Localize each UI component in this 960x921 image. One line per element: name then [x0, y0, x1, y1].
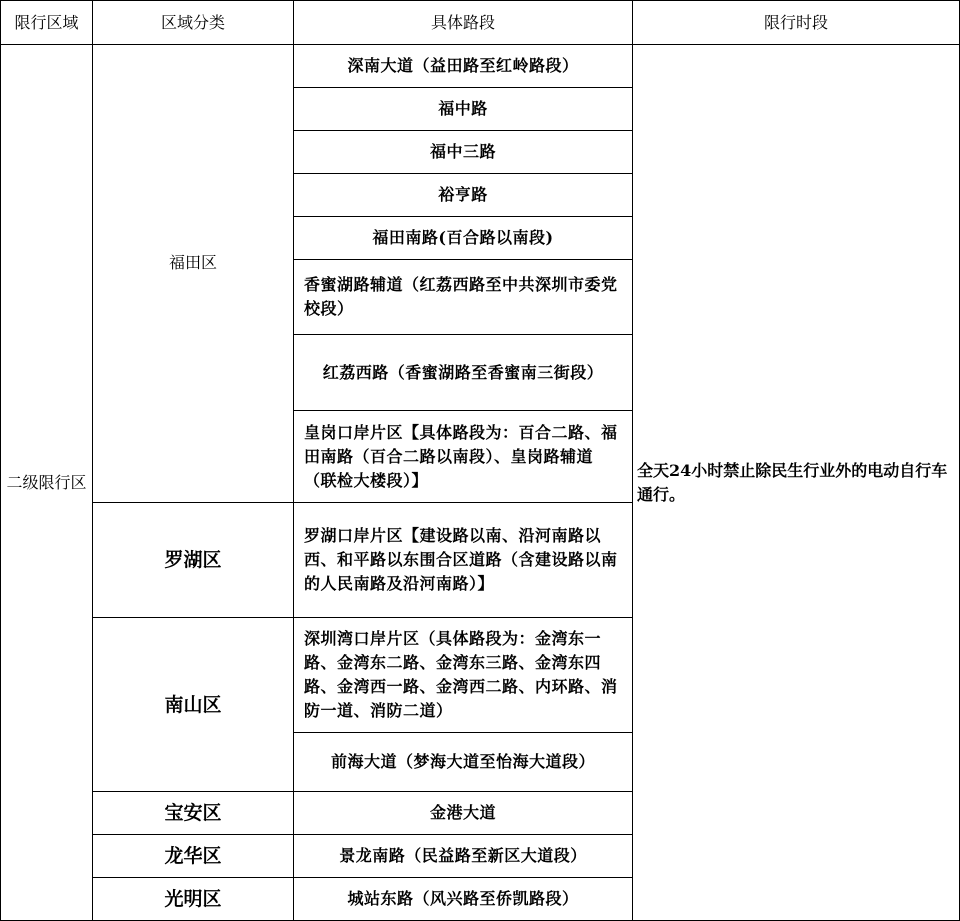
road-cell: 红荔西路（香蜜湖路至香蜜南三街段） — [294, 335, 633, 411]
road-cell: 城站东路（风兴路至侨凯路段） — [294, 878, 633, 921]
header-road: 具体路段 — [294, 1, 633, 45]
road-cell: 福田南路(百合路以南段) — [294, 217, 633, 260]
road-cell: 前海大道（梦海大道至怡海大道段） — [294, 733, 633, 792]
district-nanshan: 南山区 — [93, 618, 294, 792]
table-row — [1, 45, 960, 88]
district-baoan: 宝安区 — [93, 792, 294, 835]
road-cell: 香蜜湖路辅道（红荔西路至中共深圳市委党校段） — [294, 260, 633, 335]
road-cell: 深圳湾口岸片区（具体路段为：金湾东一路、金湾东二路、金湾东三路、金湾东四路、金湾西一路、金湾西二路、内环路、消防一道、消防二道） — [294, 618, 633, 733]
road-cell: 深南大道（益田路至红岭路段） — [294, 45, 633, 88]
time-cell: 全天24小时禁止除民生行业外的电动自行车通行。 — [633, 45, 960, 921]
district-longhua: 龙华区 — [93, 835, 294, 878]
header-time: 限行时段 — [633, 1, 960, 45]
road-cell: 福中路 — [294, 88, 633, 131]
header-row — [1, 1, 960, 45]
road-cell: 裕亨路 — [294, 174, 633, 217]
road-cell: 皇岗口岸片区【具体路段为：百合二路、福田南路（百合二路以南段）、皇岗路辅道（联检大楼段）】 — [294, 411, 633, 503]
road-cell: 景龙南路（民益路至新区大道段） — [294, 835, 633, 878]
road-cell: 罗湖口岸片区【建设路以南、沿河南路以西、和平路以东围合区道路（含建设路以南的人民南路及沿河南路）】 — [294, 503, 633, 618]
header-district: 区域分类 — [93, 1, 294, 45]
district-guangming: 光明区 — [93, 878, 294, 921]
zone-cell: 二级限行区 — [1, 45, 93, 921]
header-zone: 限行区域 — [1, 1, 93, 45]
road-cell: 金港大道 — [294, 792, 633, 835]
road-cell: 福中三路 — [294, 131, 633, 174]
district-luohu: 罗湖区 — [93, 503, 294, 618]
district-futian: 福田区 — [93, 45, 294, 503]
